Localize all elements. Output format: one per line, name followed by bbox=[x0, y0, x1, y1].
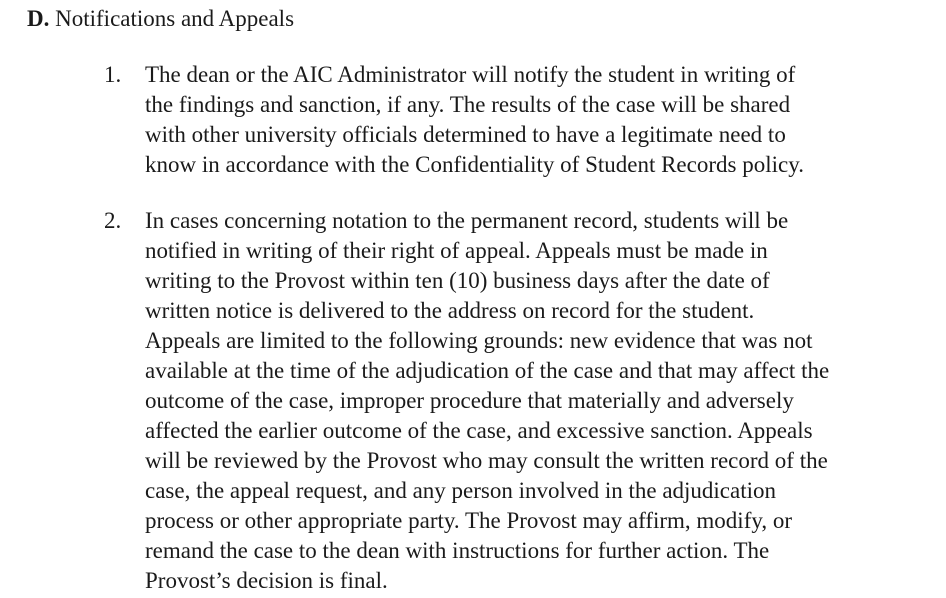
paragraph-line: The dean or the AIC Administrator will notify the student in writing of bbox=[145, 62, 796, 87]
paragraph-line: will be reviewed by the Provost who may consult the written record of the bbox=[145, 448, 828, 473]
section-title: Notifications and Appeals bbox=[55, 6, 295, 31]
list-item-number: 1. bbox=[104, 62, 122, 87]
paragraph-line: notified in writing of their right of appeal. Appeals must be made in bbox=[145, 238, 768, 263]
section-heading bbox=[27, 4, 294, 34]
paragraph-line: available at the time of the adjudication of the case and that may affect the bbox=[145, 358, 830, 383]
section-letter: D. bbox=[27, 6, 50, 31]
paragraph-line: writing to the Provost within ten (10) business days after the date of bbox=[145, 268, 770, 293]
paragraph-line: outcome of the case, improper procedure that materially and adversely bbox=[145, 388, 794, 413]
paragraph-line: case, the appeal request, and any person involved in the adjudication bbox=[145, 478, 777, 503]
paragraph-line: Appeals are limited to the following grounds: new evidence that was not bbox=[145, 328, 813, 353]
paragraph-line: Provost’s decision is final. bbox=[145, 568, 388, 593]
paragraph-line: process or other appropriate party. The Provost may affirm, modify, or bbox=[145, 508, 793, 533]
paragraph-line: written notice is delivered to the address on record for the student. bbox=[145, 298, 755, 323]
paragraph-line: know in accordance with the Confidentiality of Student Records policy. bbox=[145, 152, 804, 177]
paragraph-line: the findings and sanction, if any. The results of the case will be shared bbox=[145, 92, 791, 117]
paragraph-line: with other university officials determined to have a legitimate need to bbox=[145, 122, 786, 147]
list-item-number: 2. bbox=[104, 208, 122, 233]
paragraph-line: In cases concerning notation to the permanent record, students will be bbox=[145, 208, 789, 233]
paragraph-line: affected the earlier outcome of the case, and excessive sanction. Appeals bbox=[145, 418, 813, 443]
paragraph-line: remand the case to the dean with instructions for further action. The bbox=[145, 538, 770, 563]
